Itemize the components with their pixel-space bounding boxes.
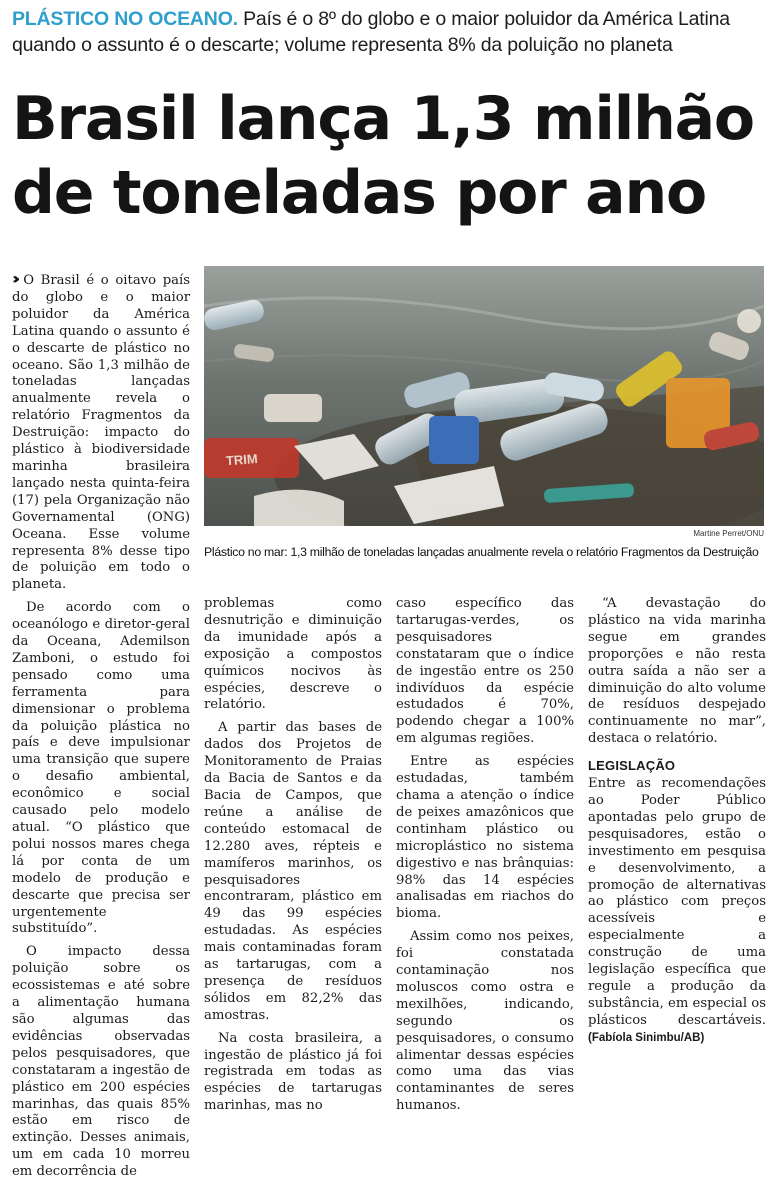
paragraph: Na costa brasileira, a ingestão de plástico já foi registrada em todas as espécies de tartarugas marinhas, mas no [204, 1030, 382, 1114]
paragraph: problemas como desnutrição e diminuição da imunidade após a exposição a compostos químicos nocivos às espécies, descreve o relatório. [204, 596, 382, 713]
news-photo [204, 266, 764, 526]
paragraph: A partir das bases de dados dos Projetos de Monitoramento de Praias da Bacia de Santos e da Bacia de Campos, que reúne a análise de conteúdo estomacal de 12.280 aves, répteis e mamíferos marinhos, os pesquisadores encontraram, plástico em 49 das 99 espécies estudadas. As espécies mais contaminadas foram as tartarugas, com a presença de resíduos sólidos em 82,2% das amostras. [204, 720, 382, 1023]
subhead-legislacao: LEGISLAÇÃO [588, 758, 676, 774]
headline-line-2: de toneladas por ano [12, 158, 707, 228]
kicker [12, 6, 764, 58]
lead-paragraph [12, 271, 190, 594]
paragraph: O impacto dessa poluição sobre os ecossistemas e até sobre a alimentação humana são algumas das evidências observadas pelos pesquisadores, que constataram a ingestão de plástico em 200 espécies marinhas, das quais 85% estão em risco de extinção. Desses animais, um em cada 10 morreu em decorrência de [12, 944, 190, 1180]
paragraph: Assim como nos peixes, foi constatada contaminação nos moluscos como ostra e mexilhões, indicando, segundo os pesquisadores, o consumo alimentar dessas espécies como uma das vias contaminantes de seres humanos. [396, 929, 574, 1114]
paragraph: Entre as espécies estudadas, também chama a atenção o índice de peixes amazônicos que continham plástico ou microplástico no sistema digestivo e nas brânquias: 98% das 14 espécies analisadas em riachos do bioma. [396, 754, 574, 922]
lead-text: O Brasil é o oitavo país do globo e o maior poluidor da América Latina quando o assunto é o descarte de plástico no oceano. São 1,3 milhão de toneladas lançadas anualmente revela o relatório Fragmentos da Destruição: impacto do plástico à biodiversidade marinha brasileira lançado nesta quinta-feira (17) pela Organização não Governamental (ONG) Oceana. Esse volume representa 8% desse tipo de poluição em todo o planeta. [12, 273, 190, 593]
kicker-tag: PLÁSTICO NO OCEANO. [12, 8, 238, 30]
paragraph: De acordo com o oceanólogo e diretor-geral da Oceana, Ademilson Zamboni, o estudo foi pensado como uma ferramenta para dimensionar o problema da poluição plástica no país e deve impulsionar uma transição que supere o desafio ambiental, econômico e social causado pelo modelo atual. “O plástico que polui nossos mares chega lá por conta de um modelo de produção e descarte que precisa ser urgentemente substituído”. [12, 600, 190, 937]
svg-text:TRIM: TRIM [225, 451, 259, 469]
paragraph: caso específico das tartarugas-verdes, os pesquisadores constataram que o índice de ingestão entre os 250 indivíduos da espécie estudados é 70%, podendo chegar a 100% em algumas regiões. [396, 596, 574, 747]
paragraph-text: Entre as recomendações ao Poder Público apontadas pelo grupo de pesquisadores, estão o investimento em pesquisa e desenvolvimento, a promoção de alternativas ao plástico com preços acessíveis e especialmente a construção de uma legislação específica que regule a produção da substância, em especial os plásticos descartáveis. [588, 776, 766, 1028]
double-chevron-icon: ›› [12, 269, 16, 288]
article-column-2 [204, 596, 382, 1115]
quote-paragraph: “A devastação do plástico na vida marinha segue em grandes proporções e não resta outra saída a não ser a diminuição do alto volume de resíduos despejado continuamente no mar”, destaca o relatório. [588, 596, 766, 747]
byline: (Fabíola Sinimbu/AB) [588, 1031, 705, 1044]
photo-credit: Martine Perret/ONU [693, 529, 764, 538]
headline-line-1: Brasil lança 1,3 milhão [12, 84, 754, 154]
article-column-3 [396, 596, 574, 1115]
article-column-1 [12, 271, 190, 1181]
kicker-text: País é o 8º do globo e o maior poluidor da América Latina quando o assunto é o descarte; volume representa 8% da poluição no planeta [12, 8, 730, 56]
plastic-in-sea-image [204, 266, 764, 526]
headline [12, 82, 764, 230]
paragraph [588, 776, 766, 1047]
photo-caption: Plástico no mar: 1,3 milhão de toneladas lançadas anualmente revela o relatório Fragmentos da Destruição [204, 545, 759, 559]
